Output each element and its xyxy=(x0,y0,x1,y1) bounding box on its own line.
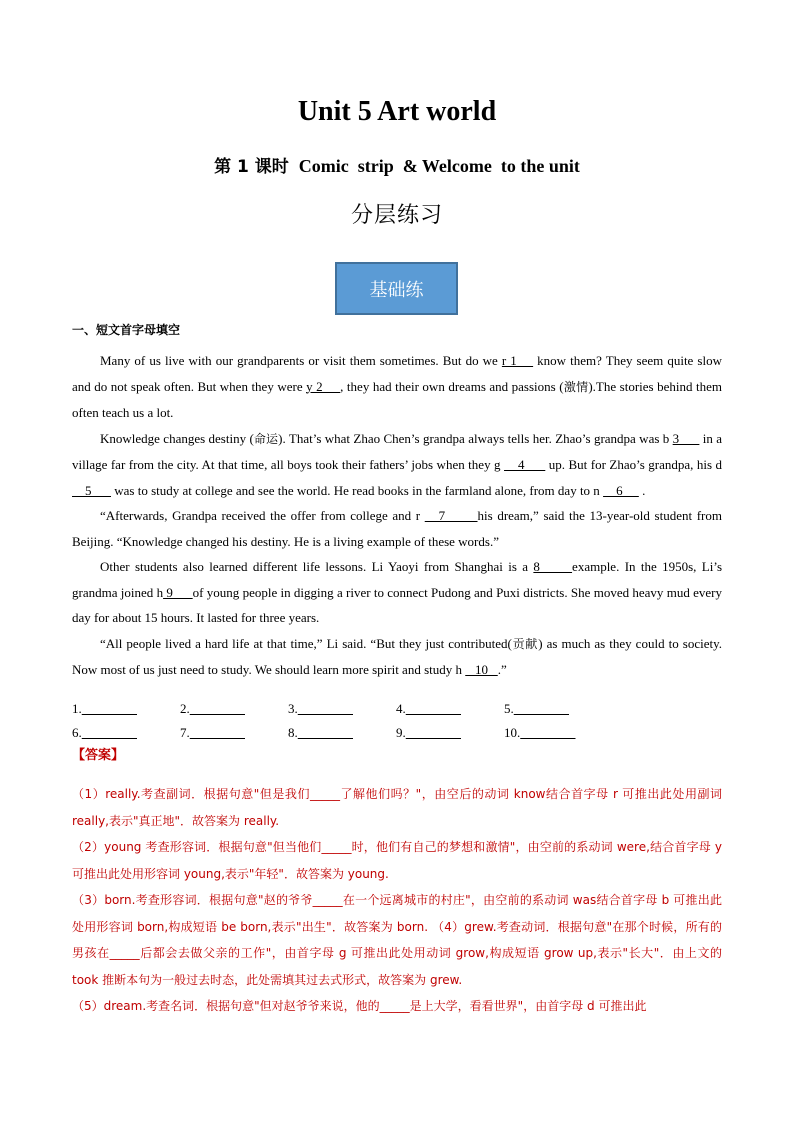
answer-number: 6. xyxy=(72,725,82,740)
passage-paragraph xyxy=(72,554,722,631)
passage-paragraph xyxy=(72,503,722,554)
explanation-item: （5）dream.考查名词．根据句意"但对赵爷爷来说，他的_____是上大学，看看世界"，由首字母 d 可推出此 xyxy=(72,999,647,1013)
passage-text: Knowledge changes destiny ( xyxy=(100,430,254,446)
answer-number: 1. xyxy=(72,701,82,716)
fill-blank: r 1 xyxy=(501,353,534,368)
passage-text: ).The stories behind them often teach us a lot. xyxy=(72,378,722,420)
answer-line xyxy=(406,725,461,740)
answer-row xyxy=(72,697,722,721)
passage-text: was to study at college and see the world. He read books in the farmland alone, from day to n xyxy=(111,482,604,498)
passage-text: in a village far from the city. At that time, all boys took their fathers’ jobs when they g xyxy=(72,430,722,472)
answer-number: 2. xyxy=(180,701,190,716)
answer-line xyxy=(520,725,575,740)
passage-text: Other students also learned different life lessons. Li Yaoyi from Shanghai is a xyxy=(100,559,534,574)
fill-blank: y 2 xyxy=(306,378,341,394)
answer-blanks xyxy=(72,697,722,745)
answer-blank xyxy=(180,721,288,745)
answer-line xyxy=(190,701,245,716)
passage-text: his dream,” said the 13-year-old student from Beijing. “Knowledge changed his destiny. He is a living example of these words.” xyxy=(72,508,722,549)
exercise-heading: 分层练习 xyxy=(350,203,443,228)
answer-number: 10. xyxy=(504,725,521,740)
answer-blank xyxy=(72,697,180,721)
answer-blank xyxy=(288,697,396,721)
level-badge-label: 基础练 xyxy=(369,279,424,301)
chinese-gloss: 贡献 xyxy=(511,636,539,651)
reading-passage xyxy=(72,348,722,683)
passage-text: , they had their own dreams and passions ( xyxy=(340,378,564,394)
passage-text: ). That’s what Zhao Chen’s grandpa always tells her. Zhao’s grandpa was b xyxy=(278,430,673,446)
fill-blank: 10 xyxy=(465,662,498,677)
passage-text: . xyxy=(638,482,646,498)
chinese-gloss: 命运 xyxy=(253,431,279,446)
answer-number: 5. xyxy=(504,701,514,716)
answer-blank xyxy=(288,721,396,745)
fill-blank: 5 xyxy=(72,482,111,498)
explanation-item: （1）really.考查副词．根据句意"但是我们_____了解他们吗？"，由空后的动词 know结合首字母 r 可推出此处用副词 really,表示"真正地"．故答案为 really. xyxy=(72,787,722,828)
passage-text: “All people lived a hard life at that time,” Li said. “But they just contributed( xyxy=(100,635,512,651)
lesson-number: 第 1 课时 xyxy=(214,157,289,177)
fill-blank: 4 xyxy=(504,457,546,472)
answer-label: 【答案】 xyxy=(72,748,125,763)
passage-text: .” xyxy=(497,662,507,677)
passage-paragraph xyxy=(72,348,722,426)
lesson-topic: Comic strip & Welcome to the unit xyxy=(298,156,580,176)
passage-text: know them? They seem quite slow and do not speak often. But when they were xyxy=(72,353,722,394)
level-badge xyxy=(335,262,458,315)
passage-text: up. But for Zhao’s grandpa, his d xyxy=(545,457,722,472)
fill-blank: 6 xyxy=(603,482,639,498)
answer-number: 8. xyxy=(288,725,298,740)
answer-blank xyxy=(396,697,504,721)
section-title: 一、短文首字母填空 xyxy=(72,323,181,337)
answer-line xyxy=(298,701,353,716)
answer-blank xyxy=(504,697,612,721)
answer-explanations xyxy=(72,781,722,1020)
fill-blank: 8 xyxy=(533,559,573,574)
answer-blank xyxy=(180,697,288,721)
answer-number: 4. xyxy=(396,701,406,716)
answer-line xyxy=(82,725,137,740)
answer-line xyxy=(406,701,461,716)
answer-line xyxy=(298,725,353,740)
answer-blank xyxy=(72,721,180,745)
passage-text: ) as much as they could to society. Now most of us just need to study. We should learn more spirit and study h xyxy=(72,635,722,677)
passage-text: “Afterwards, Grandpa received the offer from college and r xyxy=(100,508,425,523)
passage-text: example. In the 1950s, Li’s grandma joined h xyxy=(72,559,723,600)
answer-line xyxy=(190,725,245,740)
answer-number: 9. xyxy=(396,725,406,740)
answer-line xyxy=(82,701,137,716)
answer-number: 3. xyxy=(288,701,298,716)
page-title: Unit 5 Art world xyxy=(297,96,497,127)
chinese-gloss: 激情 xyxy=(563,379,589,394)
passage-text: Many of us live with our grandparents or visit them sometimes. But do we xyxy=(100,353,502,368)
fill-blank: 3 xyxy=(672,430,700,446)
answer-row xyxy=(72,721,722,745)
explanation-item: （2）young 考查形容词．根据句意"但当他们_____时，他们有自己的梦想和激情"，由空前的系动词 were,结合首字母 y 可推出此处用形容词 young,表示"年轻"．故答案为 young. xyxy=(72,840,722,881)
fill-blank: 7 xyxy=(424,508,478,523)
passage-paragraph xyxy=(72,631,722,683)
passage-paragraph xyxy=(72,426,722,504)
answer-blank xyxy=(504,721,612,745)
answer-blank xyxy=(396,721,504,745)
answer-number: 7. xyxy=(180,725,190,740)
answer-line xyxy=(514,701,569,716)
passage-text: of young people in digging a river to connect Pudong and Puxi districts. She moved heavy mud every day for about 15 hours. It lasted for three years. xyxy=(72,584,723,625)
lesson-subtitle xyxy=(0,153,794,180)
fill-blank: 9 xyxy=(163,584,193,600)
explanation-item: （3）born.考查形容词．根据句意"赵的爷爷_____在一个远离城市的村庄"，由空前的系动词 was结合首字母 b 可推出此处用形容词 born,构成短语 be born,表示"出生"．故答案为 born. （4）grew.考查动词．根据句意"在那个时候，所有的男孩在_____后都会去做父亲的工作"，由首字母 g 可推出此处用动词 grow,构成短语 grow up,表示"长大"．由上文的 took 推断本句为一般过去时态，此处需填其过去式形式，故答案为 grew. xyxy=(72,893,722,987)
